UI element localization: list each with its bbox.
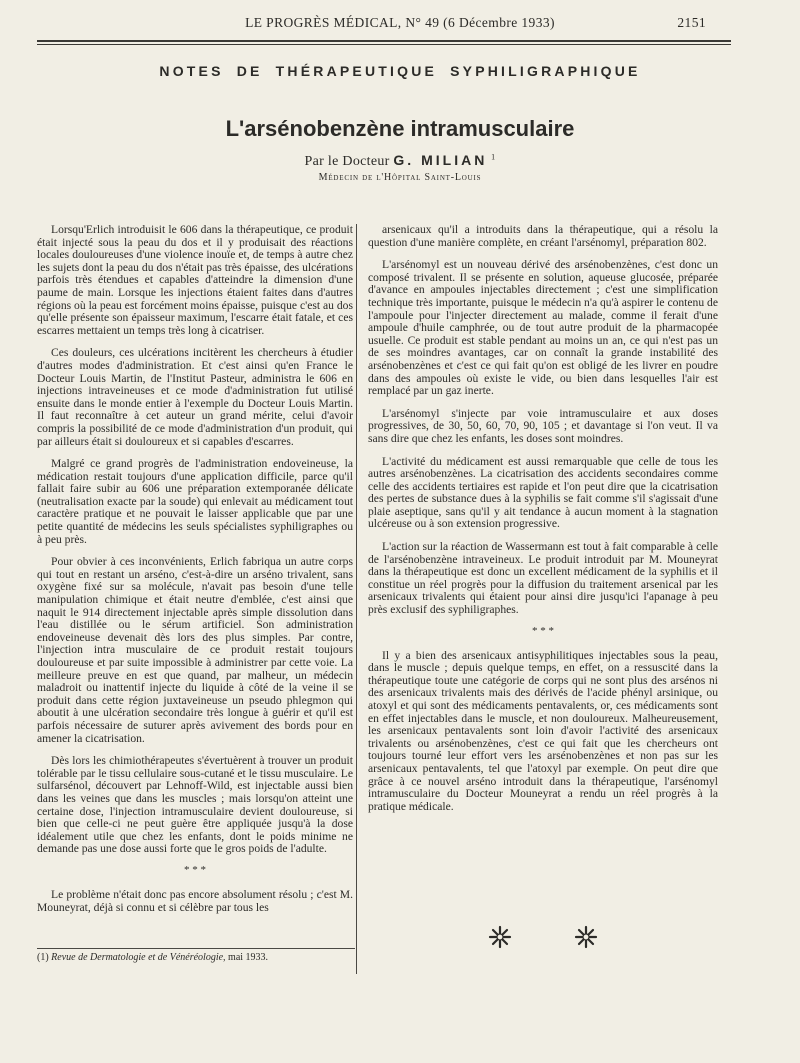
right-column <box>368 224 718 823</box>
paragraph: Le problème n'était donc pas encore absolument résolu ; c'est M. Mouneyrat, déjà si connu et si célèbre par tous les <box>37 887 353 914</box>
footnote-date: mai 1933. <box>228 952 269 963</box>
header-rule-thin <box>37 44 731 45</box>
page-number: 2151 <box>677 15 706 30</box>
header-rule <box>37 40 731 42</box>
paragraph: L'arsénomyl est un nouveau dérivé des arsénobenzènes, c'est donc un composé trivalent. Il se présente en solution, aqueuse glucosée, préparée d'avance en ampoules injectables directement ; c'est une simplification technique très importante, puisque le médecin n'a qu'à aspirer le contenu de l'ampoule pour l'injecter directement au malade, comme il ferait d'une ampoule d'huile camphrée, ou de tout autre produit de la pharmacopée usuelle. Ce produit est stable pendant au moins un an, ce qui n'est pas un de ses moindres avantages, car on connaît la grande instabilité des arsénobenzènes et c'est ce qui fait qu'on est obligé de les livrer en poudre dans des ampoules où existe le vide, ou bien dans lesquelles l'air est remplacé par un gaz inerte. <box>368 258 718 398</box>
column-divider <box>356 224 357 974</box>
asterism: * * * <box>184 863 206 876</box>
footnote <box>37 952 355 963</box>
asterisk-ornament-icon <box>574 925 598 949</box>
footnote-rule <box>37 948 355 949</box>
author-name: G. MILIAN <box>393 152 488 168</box>
paragraph: Il y a bien des arsenicaux antisyphilitiques injectables sous la peau, dans le muscle ; depuis quelque temps, en effet, on a ressuscité dans la thérapeutique toute une catégorie de corps qui ne sont plus des arsénos ni des arsenicaux trivalents mais des dérivés de l'acide phényl arsinique, ou atoxyl et qui sont des médicaments pentavalents, or, ces médicaments sont en effet injectables dans le muscle, et non douloureux. Malheureusement, les arsenicaux pentavalents sont loin d'avoir l'activité des arsenicaux trivalents ou arsénobenzènes, c'est ce qui fait que les chercheurs ont toujours tourné leur effort vers les arsénobenzènes et non pas sur les arsenicaux pentavalents, tel que l'atoxyl par exemple. On peut dire que grâce à ce nouvel arséno introduit dans la thérapeutique, l'arsénomyl intramusculaire du Docteur Mouneyrat a rendu un réel progrès à la pratique médicale. <box>368 648 718 813</box>
paragraph: arsenicaux qu'il a introduits dans la thérapeutique, qui a résolu la question d'une manière complète, en créant l'arsénomyl, préparation 802. <box>368 223 718 249</box>
running-title: LE PROGRÈS MÉDICAL, N° 49 (6 Décembre 1933) <box>245 15 555 30</box>
byline-prefix: Par le Docteur <box>304 154 390 169</box>
left-column <box>37 224 353 924</box>
paragraph: Malgré ce grand progrès de l'administration endoveineuse, la médication restait toujours d'une application difficile, parce qu'il fallait faire subir au 606 une préparation extemporanée délicate (neutralisation exacte par la soude) qui enlevait au médicament tout caractère pratique et ne pouvait le laisser applicable que par une petite quantité de médecins les seuls spécialistes syphiligraphes ou à peu près. <box>37 457 353 546</box>
paragraph: Ces douleurs, ces ulcérations incitèrent les chercheurs à étudier d'autres modes d'administration. Et c'est ainsi qu'en France le Docteur Louis Martin, de l'Institut Pasteur, administra le 606 en injections intraveineuses et ce mode d'administration fut utilisé ensuite dans le monde entier à l'exemple du Docteur Louis Martin. Il faut reconnaître à cet auteur un grand mérite, celui d'avoir compris la possibilité de ce mode d'administration d'un produit, qui par ailleurs était si douloureux et si capables d'escarres. <box>37 346 353 448</box>
paragraph: L'action sur la réaction de Wassermann est tout à fait comparable à celle de l'arsénobenzène intraveineux. Le produit introduit par M. Mouneyrat dans la thérapeutique est donc un excellent médicament de la syphilis et il constitue un réel progrès pour la diffusion du traitement arsenical par les arsenicaux trivalents qui étaient pour ainsi dire jusqu'ici l'apanage à peu près exclusif des syphiligraphes. <box>368 540 718 617</box>
paragraph: L'arsénomyl s'injecte par voie intramusculaire et aux doses progressives, de 30, 50, 60, 70, 90, 105 ; et davantage si l'on veut. Il va sans dire que chez les enfants, les doses sont moindres. <box>368 406 718 445</box>
paragraph: Pour obvier à ces inconvénients, Erlich fabriqua un autre corps qui tout en restant un arséno, c'est-à-dire un arséno trivalent, sans oxygène fixé sur sa molécule, n'avait pas besoin d'une telle manipulation chimique et était neutre d'emblée, c'est ainsi que naquit le 914 directement injectable après simple dissolution dans l'eau distillée ou le sérum artificiel. Son administration endoveineuse devenait dès lors des plus simples. Par contre, l'injection intra musculaire de ce produit restait toujours douloureuse et par suite impossible à administrer par cette voie. La meilleure preuve en est que quand, par malheur, un médecin maladroit ou inattentif injecte du liquide à côté de la veine il se produit dans cette région juxtaveineuse un pseudo phlegmon qui aboutit à une ulcération secondaire très longue à guérir et qu'il est parfois nécessaire de suturer après avivement des bords pour en amener la cicatrisation. <box>37 555 353 745</box>
end-ornaments <box>488 925 598 949</box>
footnote-journal: Revue de Dermatologie et de Vénéréologie, <box>51 952 226 963</box>
article-title: L'arsénobenzène intramusculaire <box>225 116 575 141</box>
footnote-marker: 1 <box>491 152 496 162</box>
byline <box>0 152 800 170</box>
section-title: NOTES DE THÉRAPEUTIQUE SYPHILIGRAPHIQUE <box>159 63 641 79</box>
author-affiliation: Médecin de l'Hôpital Saint-Louis <box>318 172 482 183</box>
asterisk-ornament-icon <box>488 925 512 949</box>
paragraph: Lorsqu'Erlich introduisit le 606 dans la thérapeutique, ce produit était injecté sous la peau du dos et il y produisait des réactions locales douloureuses d'une violence inouïe et, de temps à autre chez les sujets dont la peau du dos n'était pas très épaisse, des ulcérations parfois très étendues et capables d'atteindre la dimension d'une paume de main. Lorsque les injections étaient faites dans d'autres régions où la peau est forcément moins épaisse, puisque c'est au dos qu'elle présente son épaisseur maximum, l'escarre était fatale, et ces escarres mettaient un temps très long à cicatriser. <box>37 223 353 337</box>
running-head <box>0 15 800 37</box>
paragraph: L'activité du médicament est aussi remarquable que celle de tous les autres arsénobenzènes. La cicatrisation des accidents secondaires comme celle des accidents tertiaires est rapide et l'on peut dire que la cicatrisation des pertes de substance dues à la syphilis se fait comme s'il s'agissait d'une plaie aseptique, sans qu'il y ait tendance à aucun moment à la stagnation ulcéreuse ou à son extension progressive. <box>368 454 718 531</box>
footnote-number: (1) <box>37 952 49 963</box>
paragraph: Dès lors les chimiothérapeutes s'évertuèrent à trouver un produit tolérable par le tissu cellulaire sous-cutané et le tissu musculaire. Le sulfarsénol, découvert par Lehnoff-Wild, est injectable aussi bien dans les veines que dans les muscles ; mais lorsqu'on atteint une certaine dose, l'injection intramusculaire devient douloureuse, si bien que celle-ci ne peut guère être appliquée jusqu'à la dose idéalement utile que chez les enfants, dont le poids minime ne demande pas une dose aussi forte que le gros poids de l'adulte. <box>37 754 353 856</box>
asterism: * * * <box>532 624 554 637</box>
